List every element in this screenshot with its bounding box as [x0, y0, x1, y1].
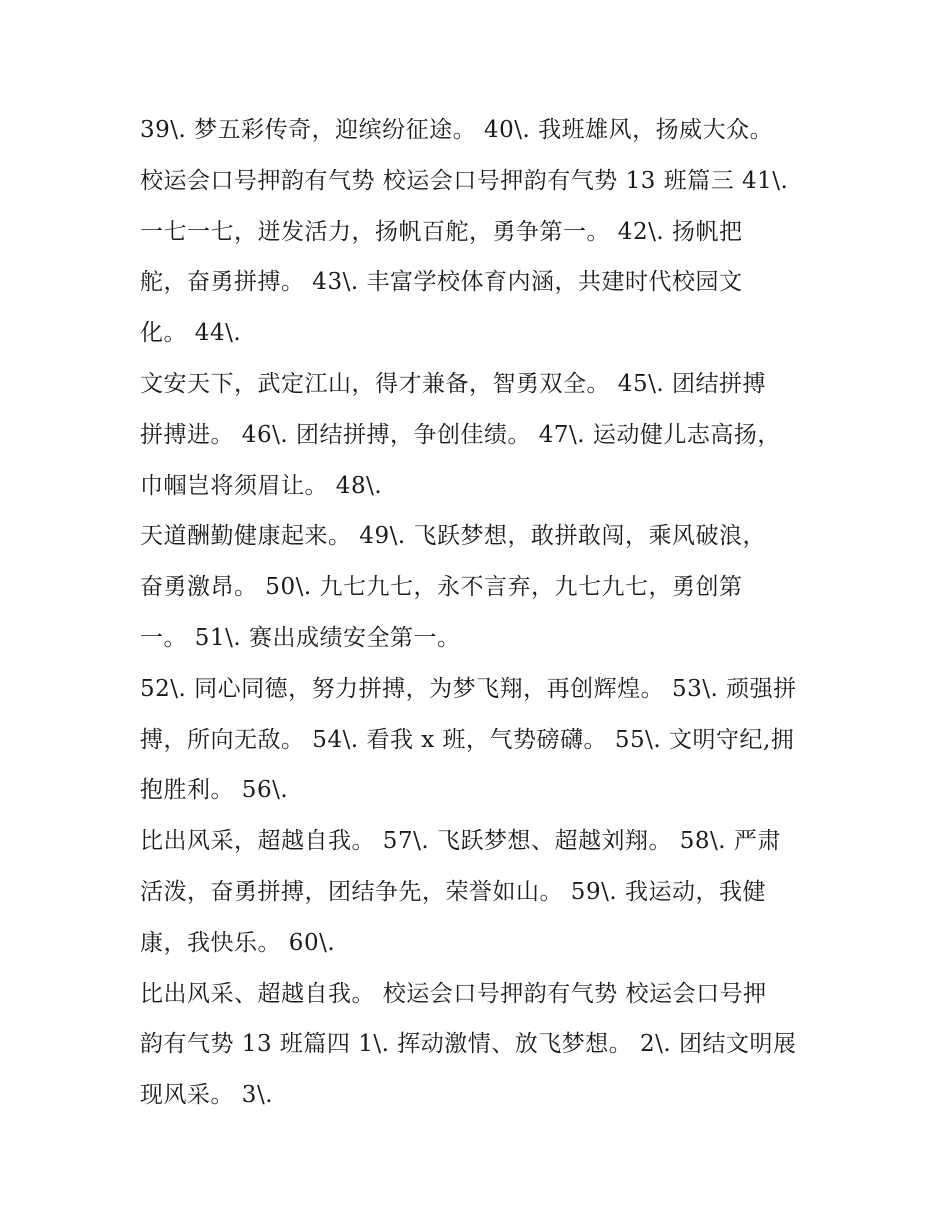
text-line: 搏，所向无敌。 54\. 看我 x 班，气势磅礴。 55\. 文明守纪,拥 [140, 726, 795, 753]
text-line: 抱胜利。 56\. [140, 777, 289, 804]
text-line: 奋勇激昂。 50\. 九七九七，永不言弃，九七九七，勇创第 [140, 574, 743, 601]
text-line: 比出风采、超越自我。 校运会口号押韵有气势 校运会口号押 [140, 980, 767, 1007]
text-line: 39\. 梦五彩传奇，迎缤纷征途。 40\. 我班雄风，扬威大众。 [140, 117, 774, 143]
text-line: 天道酬勤健康起来。 49\. 飞跃梦想，敢拼敢闯，乘风破浪， [140, 523, 766, 550]
text-line: 韵有气势 13 班篇四 1\. 挥动激情、放飞梦想。 2\. 团结文明展 [140, 1031, 797, 1058]
text-line: 康，我快乐。 60\. [140, 929, 336, 956]
text-line: 舵，奋勇拼搏。 43\. 丰富学校体育内涵，共建时代校园文 [140, 269, 743, 296]
text-line: 现风采。 3\. [140, 1082, 274, 1109]
text-line: 52\. 同心同德，努力拼搏，为梦飞翔，再创辉煌。 53\. 顽强拼 [140, 675, 797, 702]
text-line: 一七一七，迸发活力，扬帆百舵，勇争第一。 42\. 扬帆把 [140, 218, 743, 245]
text-line: 化。 44\. [140, 320, 242, 347]
text-line: 拼搏进。 46\. 团结拼搏，争创佳绩。 47\. 运动健儿志高扬， [140, 421, 781, 448]
text-line: 比出风采，超越自我。 57\. 飞跃梦想、超越刘翔。 58\. 严肃 [140, 828, 781, 855]
text-line: 校运会口号押韵有气势 校运会口号押韵有气势 13 班篇三 41\. [140, 167, 789, 194]
text-line: 一。 51\. 赛出成绩安全第一。 [140, 624, 461, 651]
text-line: 活泼，奋勇拼搏，团结争先，荣誉如山。 59\. 我运动，我健 [140, 878, 766, 905]
text-line: 文安天下，武定江山，得才兼备，智勇双全。 45\. 团结拼搏 [140, 370, 766, 397]
text-line: 巾帼岂将须眉让。 48\. [140, 472, 383, 499]
document-text-block [140, 105, 820, 1121]
